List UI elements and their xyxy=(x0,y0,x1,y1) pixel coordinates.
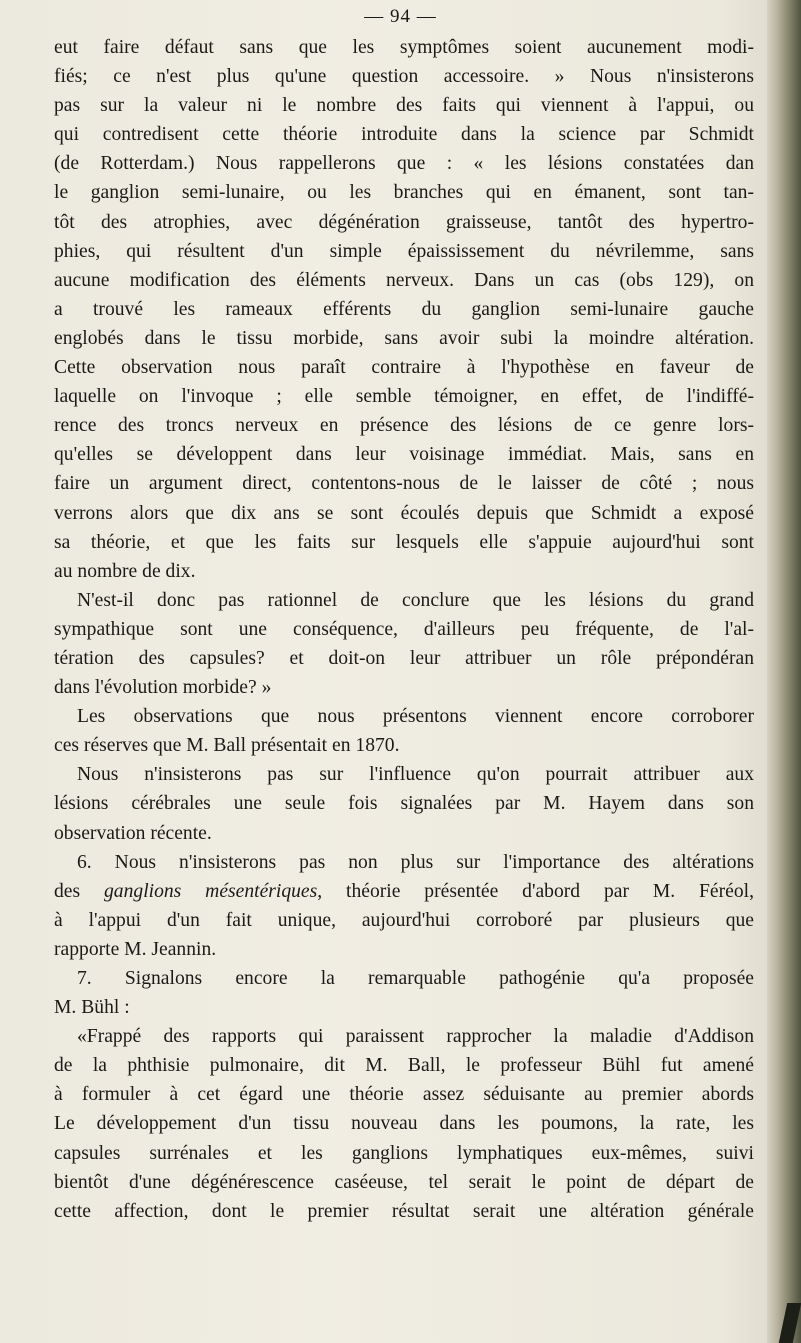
page-edge-shadow xyxy=(767,0,801,1343)
text-line: fiés; ce n'est plus qu'une question accessoire. » Nous n'insisterons xyxy=(54,66,754,88)
text-line: tération des capsules? et doit-on leur attribuer un rôle prépondéran xyxy=(54,647,754,669)
body-text xyxy=(54,33,754,1226)
text-line: rence des troncs nerveux en présence des lésions de ce genre lors- xyxy=(54,415,754,437)
text-line: Les observations que nous présentons viennent encore corroborer xyxy=(77,706,754,728)
text-line: englobés dans le tissu morbide, sans avoir subi la moindre altération. xyxy=(54,327,754,349)
text-line: faire un argument direct, contentons-nous de le laisser de côté ; nous xyxy=(54,473,754,495)
text-line: Cette observation nous paraît contraire à l'hypothèse en faveur de xyxy=(54,357,754,379)
text-line: 6. Nous n'insisterons pas non plus sur l'importance des altérations xyxy=(77,851,754,873)
text-line: phies, qui résultent d'un simple épaississement du névrilemme, sans xyxy=(54,240,754,262)
italic-term: ganglions mésentériques xyxy=(104,880,318,902)
text-line: «Frappé des rapports qui paraissent rapprocher la maladie d'Addison xyxy=(77,1026,754,1048)
text-line: cette affection, dont le premier résultat serait une altération générale xyxy=(54,1200,754,1222)
text-segment: des xyxy=(54,880,104,902)
text-line: sympathique sont une conséquence, d'ailleurs peu fréquente, de l'al- xyxy=(54,618,754,640)
text-line: 7. Signalons encore la remarquable pathogénie qu'a proposée xyxy=(77,968,754,989)
text-line: qui contredisent cette théorie introduite dans la science par Schmidt xyxy=(54,124,754,146)
text-line: M. Bühl : xyxy=(54,997,130,1019)
text-line: verrons alors que dix ans se sont écoulés depuis que Schmidt a exposé xyxy=(54,502,754,524)
text-line: Le développement d'un tissu nouveau dans les poumons, la rate, les xyxy=(54,1113,754,1135)
text-line: le ganglion semi-lunaire, ou les branches qui en émanent, sont tan- xyxy=(54,182,754,204)
text-line: de la phthisie pulmonaire, dit M. Ball, le professeur Bühl fut amené xyxy=(54,1055,754,1077)
text-line: bientôt d'une dégénérescence caséeuse, tel serait le point de départ de xyxy=(54,1171,754,1193)
text-line: pas sur la valeur ni le nombre des faits qui viennent à l'appui, ou xyxy=(54,95,754,117)
text-line: qu'elles se développent dans leur voisinage immédiat. Mais, sans en xyxy=(54,444,754,466)
text-line: Nous n'insisterons pas sur l'influence qu'on pourrait attribuer aux xyxy=(77,764,754,786)
text-line: aucune modification des éléments nerveux. Dans un cas (obs 129), on xyxy=(54,269,754,291)
text-segment: , théorie présentée d'abord par M. Féréol, xyxy=(317,880,754,902)
text-line: à l'appui d'un fait unique, aujourd'hui corroboré par plusieurs que xyxy=(54,909,754,931)
text-line: a trouvé les rameaux efférents du ganglion semi-lunaire gauche xyxy=(54,298,754,320)
text-line: à formuler à cet égard une théorie assez séduisante au premier abords xyxy=(54,1084,754,1106)
text-line: capsules surrénales et les ganglions lymphatiques eux-mêmes, suivi xyxy=(54,1142,754,1164)
text-line: observation récente. xyxy=(54,822,212,844)
text-line: sa théorie, et que les faits sur lesquels elle s'appuie aujourd'hui sont xyxy=(54,531,754,553)
text-line: (de Rotterdam.) Nous rappellerons que : « les lésions constatées dan xyxy=(54,153,754,175)
text-line: dans l'évolution morbide? » xyxy=(54,677,272,699)
text-line: laquelle on l'invoque ; elle semble témoigner, en effet, de l'indiffé- xyxy=(54,386,754,408)
text-line: N'est-il donc pas rationnel de conclure que les lésions du grand xyxy=(77,589,754,611)
text-line: au nombre de dix. xyxy=(54,560,196,582)
page-number: — 94 — xyxy=(364,6,437,27)
text-line: eut faire défaut sans que les symptômes soient aucunement modi- xyxy=(54,37,754,58)
text-line: tôt des atrophies, avec dégénération graisseuse, tantôt des hypertro- xyxy=(54,211,754,233)
text-line: rapporte M. Jeannin. xyxy=(54,938,217,960)
text-line: ces réserves que M. Ball présentait en 1870. xyxy=(54,735,400,757)
text-line xyxy=(54,877,754,906)
text-line: lésions cérébrales une seule fois signalées par M. Hayem dans son xyxy=(54,793,754,815)
